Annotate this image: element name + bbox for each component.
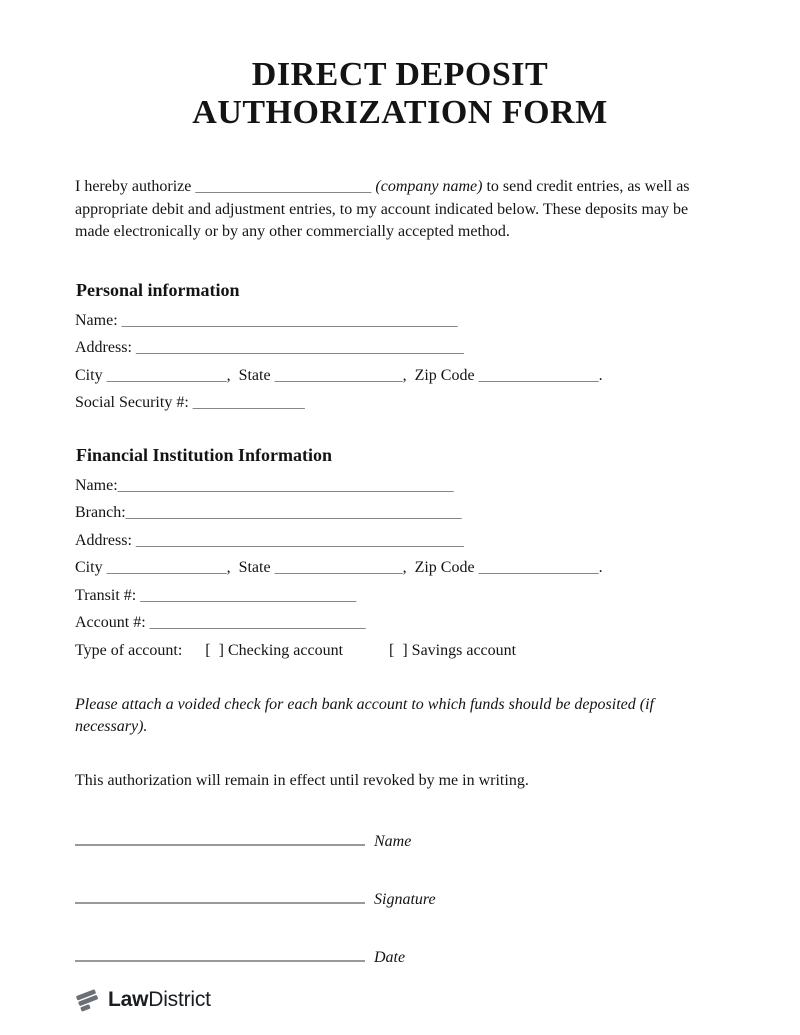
financial-city-label: City: [75, 559, 107, 576]
date-line[interactable]: [75, 944, 365, 962]
financial-transit-label: Transit #:: [75, 586, 141, 604]
company-name-hint: (company name): [375, 178, 483, 195]
financial-account-row: [75, 609, 725, 637]
checking-account-checkbox[interactable]: [ ] Checking account: [205, 641, 344, 659]
financial-info-heading: Financial Institution Information: [76, 444, 333, 465]
personal-name-row: [75, 307, 725, 335]
personal-state-blank[interactable]: ________________: [274, 366, 403, 384]
personal-ssn-row: [75, 389, 725, 417]
personal-zip-label: , Zip Code: [402, 366, 479, 384]
voided-check-note: Please attach a voided check for each bank account to which funds should be deposited (if necessary).: [75, 696, 654, 735]
date-signature-row: [75, 944, 725, 969]
financial-branch-label: Branch:: [75, 504, 126, 521]
authorization-intro: [75, 176, 721, 244]
footer-logo: [75, 987, 725, 1013]
signature-signature-row: [75, 886, 725, 911]
logo-text: [108, 988, 211, 1012]
date-line-label: Date: [374, 949, 406, 966]
financial-branch-blank[interactable]: __________________________________________: [125, 504, 462, 521]
name-signature-row: [75, 828, 725, 853]
name-line-label: Name: [374, 833, 412, 850]
signature-line[interactable]: [75, 886, 365, 904]
company-name-blank[interactable]: ______________________: [195, 178, 372, 195]
personal-ssn-blank[interactable]: ______________: [192, 394, 305, 411]
form-title-line2: AUTHORIZATION FORM: [192, 94, 608, 131]
financial-state-blank[interactable]: ________________: [274, 559, 403, 576]
financial-account-label: Account #:: [75, 614, 150, 631]
personal-address-blank[interactable]: _________________________________________: [135, 339, 464, 356]
personal-ssn-label: Social Security #:: [75, 394, 193, 411]
financial-transit-blank[interactable]: ___________________________: [140, 586, 357, 604]
financial-transit-row: [75, 582, 725, 610]
personal-address-label: Address:: [75, 339, 136, 356]
account-type-row: [75, 637, 725, 665]
financial-city-state-zip-row: [75, 554, 725, 582]
personal-city-label: City: [75, 366, 107, 384]
financial-account-blank[interactable]: ___________________________: [149, 614, 366, 631]
signature-line-label: Signature: [374, 891, 436, 908]
logo-text-regular: District: [148, 988, 211, 1011]
account-type-label: Type of account:: [75, 641, 183, 659]
personal-city-blank[interactable]: _______________: [106, 366, 227, 384]
effect-statement: This authorization will remain in effect until revoked by me in writing.: [75, 772, 529, 789]
intro-rest: to send credit entries, as well as appropriate debit and adjustment entries, to my account indicated below. These deposits may be made electronically or by any other commercially accepted method.: [75, 178, 690, 240]
personal-address-row: [75, 334, 725, 362]
financial-name-blank[interactable]: __________________________________________: [117, 476, 454, 494]
personal-info-heading: Personal information: [76, 279, 240, 300]
stacked-cards-icon: [75, 987, 101, 1013]
personal-name-label: Name:: [75, 311, 122, 329]
financial-branch-row: [75, 499, 725, 527]
savings-account-checkbox[interactable]: [ ] Savings account: [389, 641, 517, 659]
personal-zip-blank[interactable]: _______________: [478, 366, 599, 384]
financial-state-label: , State: [226, 559, 275, 576]
financial-name-row: [75, 472, 725, 500]
personal-state-label: , State: [226, 366, 275, 384]
name-line[interactable]: [75, 828, 365, 846]
logo-text-bold: Law: [108, 988, 149, 1011]
form-title: [75, 56, 725, 132]
financial-city-blank[interactable]: _______________: [106, 559, 227, 576]
financial-name-label: Name:: [75, 476, 118, 494]
financial-address-label: Address:: [75, 531, 136, 549]
personal-name-blank[interactable]: __________________________________________: [121, 311, 458, 329]
financial-city-row-period: .: [598, 559, 603, 576]
financial-address-blank[interactable]: _________________________________________: [135, 531, 464, 549]
financial-address-row: [75, 527, 725, 555]
financial-zip-label: , Zip Code: [402, 559, 479, 576]
financial-zip-blank[interactable]: _______________: [478, 559, 599, 576]
personal-city-state-zip-row: [75, 362, 725, 390]
personal-city-row-period: .: [598, 366, 603, 384]
form-title-line1: DIRECT DEPOSIT: [251, 56, 549, 93]
intro-lead: I hereby authorize: [75, 178, 192, 195]
